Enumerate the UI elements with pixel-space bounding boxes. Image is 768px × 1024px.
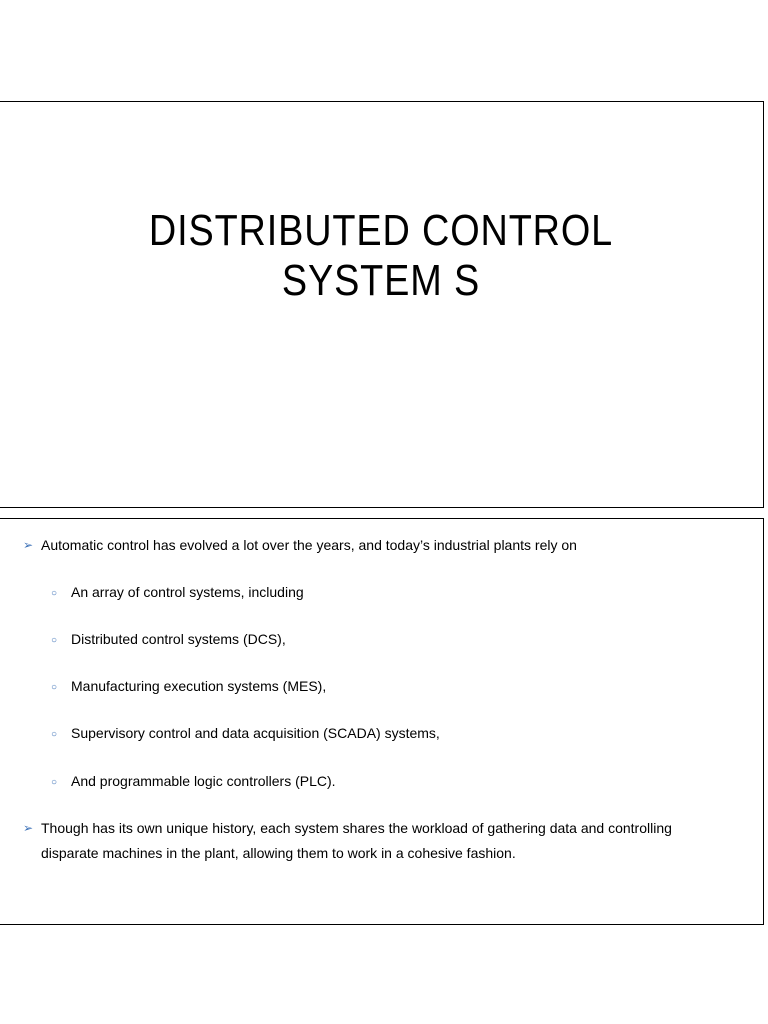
sub-bullet-item (51, 721, 703, 746)
slide-title-line-2: SYSTEM S (281, 256, 481, 305)
sub-bullet-text: Manufacturing execution systems (MES), (71, 678, 327, 694)
sub-bullet-item (51, 627, 703, 652)
circle-bullet-icon: ○ (51, 635, 58, 646)
circle-bullet-icon: ○ (51, 682, 58, 693)
title-slide (0, 101, 764, 508)
sub-bullet-text: Supervisory control and data acquisition (SCADA) systems, (71, 725, 440, 741)
circle-bullet-icon: ○ (51, 729, 58, 740)
arrow-bullet-icon: ➢ (23, 538, 34, 552)
slide-title-line-1: DISTRIBUTED CONTROL (148, 206, 614, 255)
sub-bullet-text: Distributed control systems (DCS), (71, 631, 286, 647)
sub-bullet-item (51, 580, 703, 605)
bullet-text: Automatic control has evolved a lot over the years, and today’s industrial plants rely on (41, 537, 577, 553)
arrow-bullet-icon: ➢ (23, 821, 34, 835)
bullet-text: Though has its own unique history, each system shares the workload of gathering data and controlling disparate machines in the plant, allowing them to work in a cohesive fashion. (41, 820, 672, 861)
content-slide (0, 518, 764, 925)
circle-bullet-icon: ○ (51, 777, 58, 788)
sub-bullet-text: An array of control systems, including (71, 584, 304, 600)
circle-bullet-icon: ○ (51, 588, 58, 599)
slide-title (52, 206, 709, 306)
sub-bullet-item (51, 674, 703, 699)
bullet-item (23, 816, 703, 866)
sub-bullet-item (51, 769, 703, 794)
sub-bullet-text: And programmable logic controllers (PLC). (71, 773, 336, 789)
bullet-item (23, 533, 703, 558)
